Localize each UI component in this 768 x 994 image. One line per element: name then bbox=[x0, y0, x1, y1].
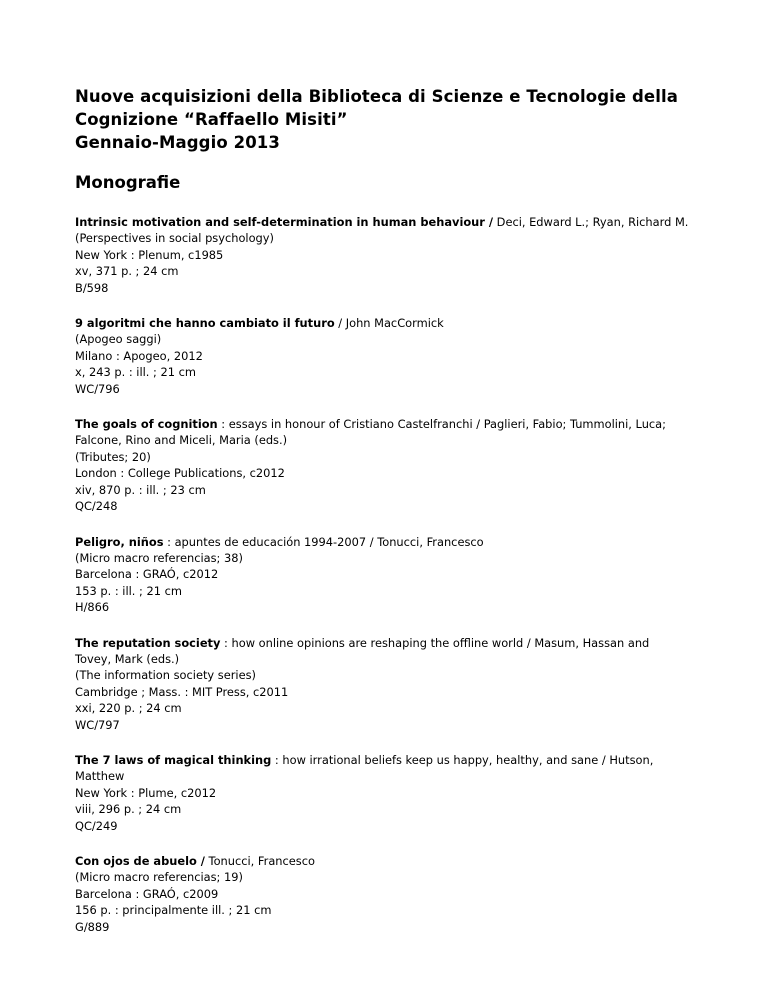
catalog-entry bbox=[75, 315, 705, 397]
entry-detail-line: (Micro macro referencias; 19) bbox=[75, 870, 243, 885]
entry-heading-continuation: Falcone, Rino and Miceli, Maria (eds.) bbox=[75, 433, 288, 448]
entry-heading-line bbox=[75, 853, 705, 869]
entry-responsibility: / John MacCormick bbox=[334, 316, 444, 331]
entry-title: Intrinsic motivation and self-determination in human behaviour / bbox=[75, 215, 494, 229]
entry-detail-line: (Perspectives in social psychology) bbox=[75, 231, 274, 246]
document-page bbox=[75, 85, 705, 954]
entry-detail-line: QC/248 bbox=[75, 499, 118, 514]
entry-detail-line: 153 p. : ill. ; 21 cm bbox=[75, 583, 182, 598]
entry-detail-line: Barcelona : GRAÓ, c2012 bbox=[75, 567, 219, 582]
entry-detail-line: (The information society series) bbox=[75, 668, 256, 683]
entry-detail-line: QC/249 bbox=[75, 818, 118, 833]
entry-detail-line: New York : Plenum, c1985 bbox=[75, 247, 224, 262]
entry-detail-line: G/889 bbox=[75, 919, 110, 934]
entry-title: The reputation society bbox=[75, 635, 221, 650]
entry-responsibility: : essays in honour of Cristiano Castelfranchi / Paglieri, Fabio; Tummolini, Luca; bbox=[217, 417, 666, 432]
title-line: Nuove acquisizioni della Biblioteca di Scienze e Tecnologie della bbox=[75, 87, 678, 106]
entry-heading-line bbox=[75, 315, 705, 331]
entry-title: Peligro, niños bbox=[75, 534, 164, 549]
entry-detail-line: Barcelona : GRAÓ, c2009 bbox=[75, 886, 219, 901]
entry-detail-line: x, 243 p. : ill. ; 21 cm bbox=[75, 365, 196, 380]
section-heading: Monografie bbox=[75, 173, 181, 192]
entry-detail-line: xxi, 220 p. ; 24 cm bbox=[75, 701, 182, 716]
entry-detail-line: B/598 bbox=[75, 280, 109, 295]
entry-responsibility: : how online opinions are reshaping the offline world / Masum, Hassan and bbox=[220, 635, 650, 650]
document-title bbox=[75, 85, 705, 154]
entry-heading-line bbox=[75, 752, 705, 768]
entry-detail-line: 156 p. : principalmente ill. ; 21 cm bbox=[75, 903, 272, 918]
entry-detail-line: Cambridge ; Mass. : MIT Press, c2011 bbox=[75, 684, 289, 699]
entry-detail-line: WC/796 bbox=[75, 381, 120, 396]
entry-detail-line: Milano : Apogeo, 2012 bbox=[75, 348, 203, 363]
entry-heading-line bbox=[75, 416, 705, 432]
entry-responsibility: : how irrational beliefs keep us happy, healthy, and sane / Hutson, bbox=[271, 752, 654, 767]
entry-detail-line: WC/797 bbox=[75, 717, 120, 732]
entry-responsibility: Deci, Edward L.; Ryan, Richard M. bbox=[493, 215, 689, 229]
entry-detail-line: xv, 371 p. ; 24 cm bbox=[75, 264, 179, 279]
catalog-entry bbox=[75, 853, 705, 935]
entry-title: Con ojos de abuelo / bbox=[75, 854, 205, 868]
catalog-entry bbox=[75, 534, 705, 616]
entry-heading-continuation: Matthew bbox=[75, 769, 125, 784]
entry-detail-line: xiv, 870 p. : ill. ; 23 cm bbox=[75, 482, 206, 497]
entry-title: The goals of cognition bbox=[75, 417, 218, 432]
catalog-entry bbox=[75, 416, 705, 514]
entry-detail-line: viii, 296 p. ; 24 cm bbox=[75, 802, 182, 817]
catalog-entry bbox=[75, 635, 705, 733]
entry-detail-line: (Micro macro referencias; 38) bbox=[75, 550, 243, 565]
entry-detail-line: New York : Plume, c2012 bbox=[75, 785, 217, 800]
entry-detail-line: (Apogeo saggi) bbox=[75, 332, 162, 347]
entry-heading-line bbox=[75, 534, 705, 550]
title-line: Cognizione “Raffaello Misiti” bbox=[75, 110, 348, 129]
entry-heading-line bbox=[75, 214, 705, 230]
entry-heading-line bbox=[75, 635, 705, 651]
catalog-entry bbox=[75, 214, 705, 296]
entry-title: 9 algoritmi che hanno cambiato il futuro bbox=[75, 316, 335, 331]
entry-title: The 7 laws of magical thinking bbox=[75, 752, 272, 767]
entry-detail-line: H/866 bbox=[75, 600, 110, 615]
title-line: Gennaio-Maggio 2013 bbox=[75, 133, 280, 152]
entry-responsibility: : apuntes de educación 1994-2007 / Tonucci, Francesco bbox=[163, 534, 484, 549]
entry-detail-line: London : College Publications, c2012 bbox=[75, 466, 285, 481]
entries-list bbox=[75, 214, 705, 935]
entry-detail-line: (Tributes; 20) bbox=[75, 449, 151, 464]
entry-responsibility: Tonucci, Francesco bbox=[204, 854, 315, 868]
entry-heading-continuation: Tovey, Mark (eds.) bbox=[75, 651, 180, 666]
catalog-entry bbox=[75, 752, 705, 834]
